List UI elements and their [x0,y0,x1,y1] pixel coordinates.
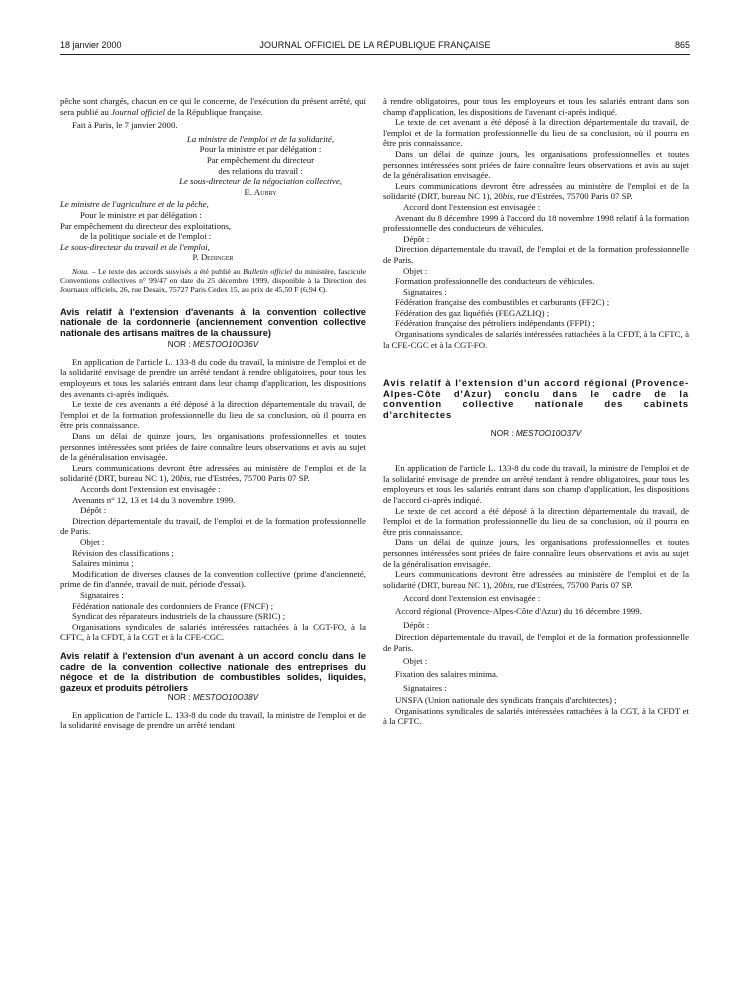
intro-paragraph: pêche sont chargés, chacun en ce qui le concerne, de l'exécution du présent arrêté, qui sera publié au Journal officiel de la République française. [60,96,366,117]
header-date: 18 janvier 2000 [60,40,122,50]
right-column: à rendre obligatoires, pour tous les employeurs et tous les salariés entrant dans son champ d'application, les dispositions de l'avenant ci-après indiqué. Le texte de cet avenant a été déposé à la direction départementale du travail, de l'emploi et de la formation professionnelle du lieu de sa conclusion, où il pourra en être pris connaissance. Dans un délai de quinze jours, les organisations professionnelles et toutes personnes intéressées sont priées de faire connaître leurs observations et avis au sujet de la généralisation envisagée. Leurs communications devront être adressées au ministère de l'emploi et de la solidarité (DRT, bureau NC 1), 20bis, rue d'Estrées, 75700 Paris 07 SP. Accord dont l'extension est envisagée : Avenant du 8 décembre 1999 à l'accord du 18 novembre 1998 relatif à la formation professionnelle des conducteurs de véhicules. Dépôt : Direction départementale du travail, de l'emploi et de la formation professionnelle de Paris. Objet : Formation professionnelle des conducteurs de véhicules. Signataires : Fédération française des combustibles et carburants (FF2C) ; Fédération des gaz liquéfiés (FEGAZLIQ) ; Fédération française des pétroliers indépendants (FFPI) ; Organisations syndicales de salariés intéressées rattachées à la CFDT, à la CFTC, à la CFE-CGC et à la CGT-FO. Avis relatif à l'extension d'un accord régional (Provence-Alpes-Côte d'Azur) conclu dans le cadre de la convention collective nationale des cabinets d'architectes NOR : MESTOO10O37V En application de l'article L. 133-8 du code du travail, la ministre de l'emploi et de la solidarité envisage de prendre un arrêté tendant à rendre obligatoires, pour tous les employeurs et tous les salariés entrant dans son champ d'application, les dispositions de l'accord ci-après indiqué. Le texte de cet accord a été déposé à la direction départementale du travail, de l'emploi et de la formation professionnelle du lieu de sa conclusion, où il pourra en être pris connaissance. Dans un délai de quinze jours, les organisations professionnelles et toutes personnes intéressées sont priées de faire connaître leurs observations et avis au sujet de la généralisation envisagée. Leurs communications devront être adressées au ministère de l'emploi et de la solidarité (DRT, bureau NC 1), 20bis, rue d'Estrées, 75700 Paris 07 SP. Accord dont l'extension est envisagée : Accord régional (Provence-Alpes-Côte d'Azur) du 16 décembre 1999. Dépôt : Direction départementale du travail, de l'emploi et de la formation professionnelle de Paris. Objet : Fixation des salaires minima. Signataires : UNSFA (Union nationale des syndicats français d'architectes) ; Organisations syndicales de salariés intéressées rattachées à la CGT, à la CFDT et à la CFTC. [383,96,689,727]
avis-title-architectes: Avis relatif à l'extension d'un accord régional (Provence-Alpes-Côte d'Azur) conclu dans le cadre de la convention collective nationale des cabinets d'architectes [383,377,689,421]
nor-reference: NOR : MESTOO10O36V [167,340,259,350]
nor-reference: NOR : MESTOO10O38V [167,693,259,703]
avis-title-combustibles: Avis relatif à l'extension d'un avenant à un accord conclu dans le cadre de la convention collective nationale des entreprises du négoce et de la distribution de combustibles solides, liquides, gazeux et produits pétroliers [60,649,366,693]
fait-a-paris: Fait à Paris, le 7 janvier 2000. [72,120,178,131]
left-column: pêche sont chargés, chacun en ce qui le concerne, de l'exécution du présent arrêté, qui sera publié au Journal officiel de la République française. Fait à Paris, le 7 janvier 2000. La ministre de l'emploi et de la solidarité, Pour la ministre et par délégation : Par empêchement du directeur des relations du travail : Le sous-directeur de la négociation collective, E. Aubry Le ministre de l'agriculture et de la pêche, Pour le ministre et par délégation : Par empêchement du directeur des exploitations, de la politique sociale et de l'emploi : Le sous-directeur du travail et de l'emploi, P. Dedinger Nota. – Le texte des accords susvisés a été publié au Bulletin officiel du ministère, fascicule Conventions collectives n° 99/47 en date du 25 décembre 1999, disponible à la Direction des Journaux officiels, 26, rue Desaix, 75727 Paris Cedex 15, au prix de 45,50 F (6,94 €). Avis relatif à l'extension d'avenants à la convention collective nationale de la cordonnerie (anciennement convention collective nationale des artisans maîtres de la chaussure) NOR : MESTOO10O36V En application de l'article L. 133-8 du code du travail, la ministre de l'emploi et de la solidarité envisage de prendre un arrêté tendant à rendre obligatoires, pour tous les employeurs et tous les salariés entrant dans leur champ d'application, les dispositions des avenants ci-après indiqués. Le texte de ces avenants a été déposé à la direction départementale du travail, de l'emploi et de la formation professionnelle du lieu de sa conclusion, où il pourra en être pris connaissance. Dans un délai de quinze jours, les organisations professionnelles et toutes personnes intéressées sont priées de faire connaître leurs observations et avis au sujet de la généralisation envisagée. Leurs communications devront être adressées au ministère de l'emploi et de la solidarité (DRT, bureau NC 1), 20bis, rue d'Estrées, 75700 Paris 07 SP. Accords dont l'extension est envisagée : Avenants n° 12, 13 et 14 du 3 novembre 1999. Dépôt : Direction départementale du travail, de l'emploi et de la formation professionnelle de Paris. Objet : Révision des classifications ; Salaires minima ; Modification de diverses clauses de la convention collective (prime d'ancienneté, prime de fin d'année, travail de nuit, période d'essai). Signataires : Fédération nationale des cordonniers de France (FNCF) ; Syndicat des réparateurs industriels de la chaussure (SRIC) ; Organisations syndicales de salariés intéressées rattachées à la CGT-FO, à la CFTC, à la CFDT, à la CGT et à la CFE-CGC. Avis relatif à l'extension d'un avenant à un accord conclu dans le cadre de la convention collective nationale des entreprises du négoce et de la distribution de combustibles solides, liquides, gazeux et produits pétroliers NOR : MESTOO10O38V En application de l'article L. 133-8 du code du travail, la ministre de l'emploi et de la solidarité envisage de prendre un arrêté tendant [60,96,367,731]
header-page-number: 865 [674,40,690,50]
signatory-name: P. Dedinger [192,252,234,263]
signature-block-agriculture: Le ministre de l'agriculture et de la pêche, Pour le ministre et par délégation : Par empêchement du directeur des exploitations, de la politique sociale et de l'emploi : Le sous-directeur du travail et de l'emploi, P. Dedinger [60,199,366,263]
page-header [60,40,690,55]
header-journal-title: JOURNAL OFFICIEL DE LA RÉPUBLIQUE FRANÇAISE [259,40,491,50]
signature-block-emploi: La ministre de l'emploi et de la solidarité, Pour la ministre et par délégation : Par empêchement du directeur des relations du travail : Le sous-directeur de la négociation collective, E. Aubry [60,134,366,198]
avis-title-cordonnerie: Avis relatif à l'extension d'avenants à la convention collective nationale de la cordonnerie (anciennement convention collective nationale des artisans maîtres de la chaussure) [60,305,366,338]
signatory-name: E. Aubry [244,186,277,197]
nota-paragraph: Nota. – Le texte des accords susvisés a été publié au Bulletin officiel du ministère, fascicule Conventions collectives n° 99/47 en date du 25 décembre 1999, disponible à la Direction des Journaux officiels, 26, rue Desaix, 75727 Paris Cedex 15, au prix de 45,50 F (6,94 €). [60,266,367,295]
nor-reference: NOR : MESTOO10O37V [490,428,582,438]
